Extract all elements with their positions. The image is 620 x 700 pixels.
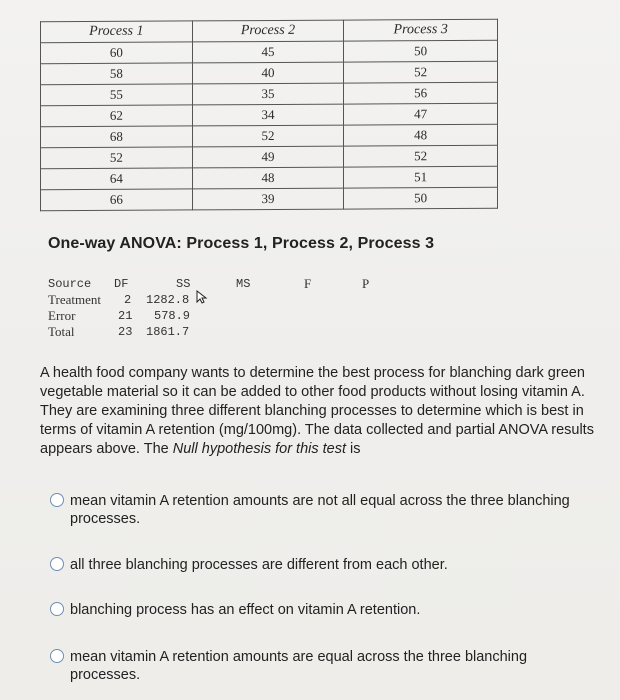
table-cell: 48: [344, 124, 498, 146]
table-row: [41, 187, 498, 210]
option-label: mean vitamin A retention amounts are equal across the three blanching processes.: [70, 649, 528, 683]
answer-option-3[interactable]: [50, 601, 610, 619]
question-emphasis: Null hypothesis for this test: [172, 441, 347, 457]
table-row: [41, 40, 498, 63]
radio-button[interactable]: [50, 493, 64, 507]
table-header-row: [41, 19, 498, 42]
table-cell: 48: [192, 167, 344, 189]
radio-button[interactable]: [50, 602, 64, 616]
table-cell: 52: [192, 125, 344, 147]
table-cell: 66: [41, 189, 193, 211]
table-row: [41, 145, 498, 168]
anova-header-f: F: [304, 276, 312, 291]
table-cell: 35: [192, 83, 344, 105]
anova-source: Error: [48, 308, 76, 323]
anova-source: Treatment: [48, 292, 101, 307]
answer-option-2[interactable]: [50, 556, 610, 574]
table-cell: 64: [41, 168, 193, 190]
table-cell: 58: [41, 63, 193, 85]
option-label: blanching process has an effect on vitamin A retention.: [70, 602, 421, 618]
table-cell: 47: [344, 103, 498, 125]
anova-source: Total: [48, 324, 75, 339]
table-row: [41, 61, 498, 84]
table-cell: 50: [344, 187, 498, 209]
table-cell: 52: [344, 61, 498, 83]
col-header-process-2: Process 2: [192, 20, 344, 42]
answer-option-4[interactable]: [50, 648, 570, 684]
anova-header-p: P: [362, 276, 370, 291]
question-text: [40, 364, 614, 459]
table-cell: 34: [192, 104, 344, 126]
data-table: [40, 19, 498, 211]
table-row: [41, 166, 498, 189]
anova-title: One-way ANOVA: Process 1, Process 2, Process 3: [48, 235, 435, 252]
option-label: all three blanching processes are different from each other.: [70, 557, 448, 573]
anova-ss: 1861.7: [146, 325, 190, 339]
question-end: is: [346, 441, 361, 457]
table-cell: 45: [192, 41, 344, 63]
table-cell: 52: [41, 147, 193, 169]
table-cell: 50: [344, 40, 498, 62]
mouse-pointer-icon: [196, 290, 208, 304]
table-cell: 52: [344, 145, 498, 167]
table-row: [41, 103, 498, 126]
radio-button[interactable]: [50, 557, 64, 571]
anova-header-df: DF: [114, 277, 129, 291]
table-cell: 40: [192, 62, 344, 84]
table-row: [41, 82, 498, 105]
table-cell: 60: [41, 42, 193, 64]
table-cell: 62: [41, 105, 193, 127]
anova-header-ms: MS: [236, 277, 251, 291]
col-header-process-1: Process 1: [41, 21, 193, 43]
answer-option-1[interactable]: [50, 492, 612, 528]
table-cell: 51: [344, 166, 498, 188]
anova-df: 2: [124, 293, 132, 307]
table-cell: 49: [192, 146, 344, 168]
anova-header-ss: SS: [176, 277, 191, 291]
option-label: mean vitamin A retention amounts are not all equal across the three blanching processes.: [70, 493, 570, 527]
col-header-process-3: Process 3: [344, 19, 498, 41]
anova-ss: 1282.8: [146, 293, 190, 307]
anova-ss: 578.9: [154, 309, 191, 323]
table-cell: 39: [192, 188, 344, 210]
anova-df: 21: [118, 309, 133, 323]
table-row: [41, 124, 498, 147]
radio-button[interactable]: [50, 649, 64, 663]
table-cell: 68: [41, 126, 193, 148]
anova-header-source: Source: [48, 277, 92, 291]
table-cell: 56: [344, 82, 498, 104]
table-cell: 55: [41, 84, 193, 106]
anova-df: 23: [118, 325, 133, 339]
question-main: A health food company wants to determine the best process for blanching dark green vegetable material so it can be added to other food products without losing vitamin A. They are examining three different blanching processes to determine which is best in terms of vitamin A retention (mg/100mg). The data collected and partial ANOVA results appears above. The: [40, 365, 594, 457]
